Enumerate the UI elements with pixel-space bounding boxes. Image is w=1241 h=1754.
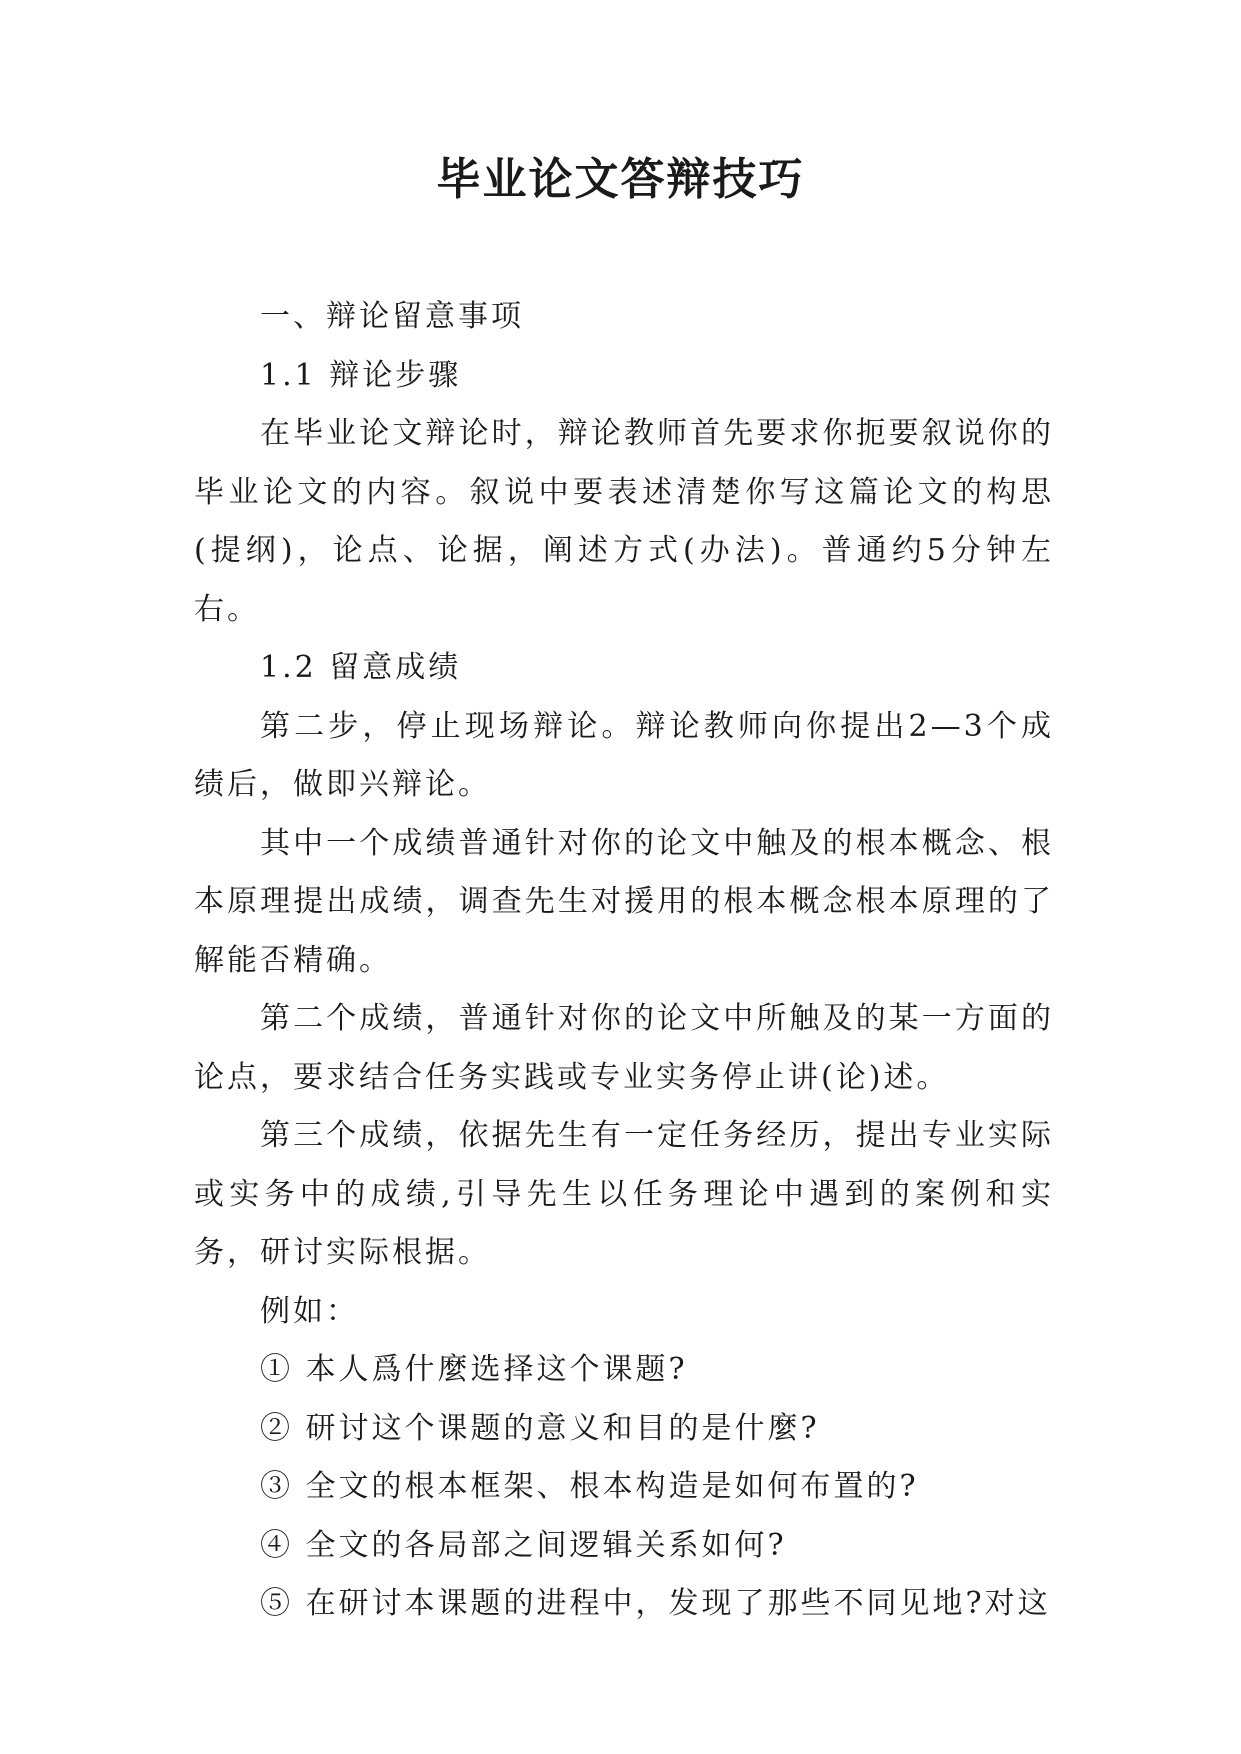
list-item: ① 本人爲什麼选择这个课题? (260, 1352, 688, 1387)
body-paragraph: 第二步，停止现场辩论。辩论教师向你提出2—3个成绩后，做即兴辩论。 (194, 708, 1054, 802)
body-paragraph: 第二个成绩，普通针对你的论文中所触及的某一方面的论点，要求结合任务实践或专业实务停止讲(论)述。 (194, 1001, 1054, 1095)
body-paragraph: 在毕业论文辩论时，辩论教师首先要求你扼要叙说你的毕业论文的内容。叙说中要表述清楚你写这篇论文的构思(提纲)，论点、论据，阐述方式(办法)。普通约5分钟左右。 (194, 416, 1054, 627)
example-intro: 例如： (260, 1293, 359, 1329)
body-paragraph: 第三个成绩，依据先生有一定任务经历，提出专业实际或实务中的成绩,引导先生以任务理论中遇到的案例和实务，研讨实际根据。 (194, 1118, 1054, 1270)
list-item: ⑤ 在研讨本课题的进程中，发现了那些不同见地?对这 (260, 1586, 1051, 1621)
document-title: 毕业论文答辩技巧 (436, 154, 805, 205)
list-item: ④ 全文的各局部之间逻辑关系如何? (260, 1527, 787, 1563)
document-body (194, 288, 1054, 1634)
list-item: ② 研讨这个课题的意义和目的是什麼? (260, 1410, 820, 1446)
body-paragraph: 其中一个成绩普通针对你的论文中触及的根本概念、根本原理提出成绩，调查先生对援用的根本概念根本原理的了解能否精确。 (194, 825, 1054, 978)
subsection-heading: 1.1 辩论步骤 (260, 357, 462, 393)
section-heading: 一、辩论留意事项 (260, 299, 524, 334)
list-item: ③ 全文的根本框架、根本构造是如何布置的? (260, 1469, 919, 1504)
subsection-heading: 1.2 留意成绩 (260, 650, 462, 685)
